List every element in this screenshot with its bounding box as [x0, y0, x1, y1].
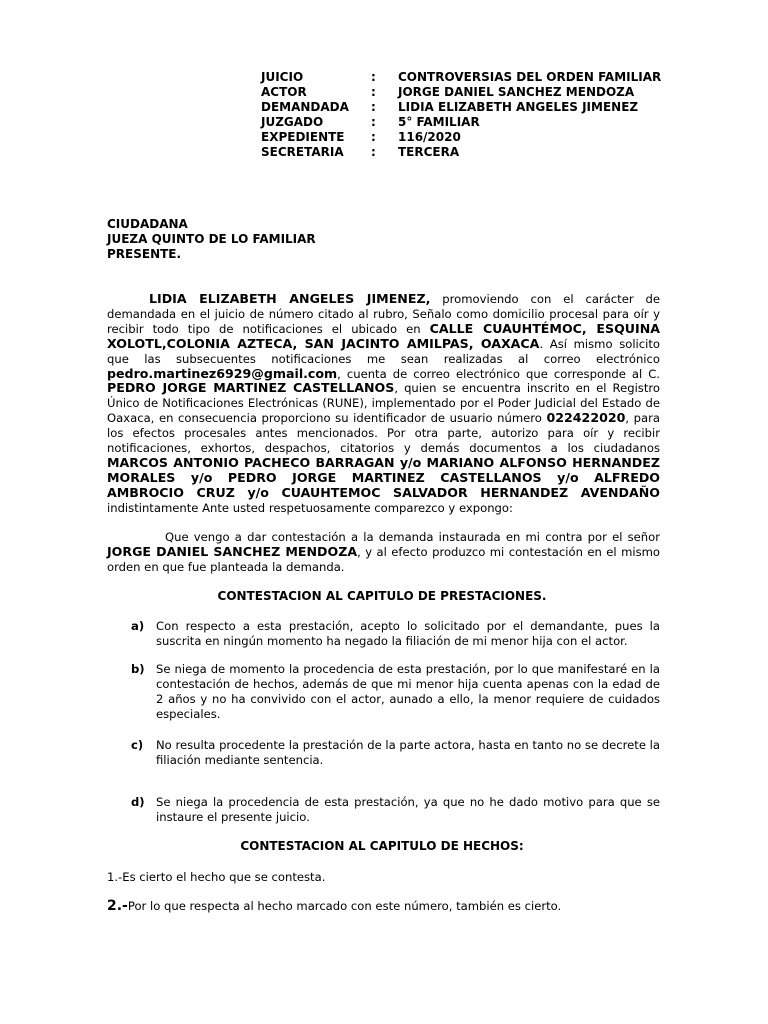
header-key: ACTOR — [261, 85, 307, 99]
addressee-line: JUEZA QUINTO DE LO FAMILIAR — [107, 232, 316, 246]
addressee — [107, 217, 316, 262]
email-address: pedro.martinez6929@gmail.com — [107, 365, 338, 381]
intro-text: , cuenta de correo electrónico que corresponde al C. — [337, 366, 660, 381]
item-label: d) — [131, 795, 145, 809]
hecho-number: 2.- — [107, 898, 128, 914]
header-sep: : — [371, 70, 376, 84]
addressee-line: PRESENTE. — [107, 247, 182, 261]
header-sep: : — [371, 130, 376, 144]
intro-paragraph — [107, 292, 660, 516]
item-text: Se niega de momento la procedencia de esta prestación, por lo que manifestaré en la contestación de hechos, además de que mi menor hija cuenta apenas con la edad de 2 años y no ha convivido con el actor, aunado a ello, la menor requiere de cuidados especiales. — [156, 662, 660, 721]
answer-paragraph — [107, 530, 660, 575]
header-sep: : — [371, 100, 376, 114]
user-id: 022422020 — [546, 410, 626, 426]
item-text: Se niega la procedencia de esta prestación, ya que no he dado motivo para que se instaure el presente juicio. — [156, 795, 660, 824]
header-value: LIDIA ELIZABETH ANGELES JIMENEZ — [398, 100, 639, 114]
hecho-text: Es cierto el hecho que se contesta. — [122, 870, 326, 884]
list-item — [131, 662, 660, 722]
list-item — [131, 795, 660, 825]
header-row — [261, 100, 661, 115]
section-title-prestaciones: CONTESTACION AL CAPITULO DE PRESTACIONES. — [217, 589, 547, 603]
header-value: JORGE DANIEL SANCHEZ MENDOZA — [398, 85, 635, 99]
actor-name: JORGE DANIEL SANCHEZ MENDOZA — [107, 543, 358, 559]
header-sep: : — [371, 85, 376, 99]
authorized-persons: MARCOS ANTONIO PACHECO BARRAGAN y/o MARIANO ALFONSO HERNANDEZ MORALES y/o PEDRO JORGE MARTINEZ CASTELLANOS y/o ALFREDO AMBROCIO CRUZ y/o CUAUHTEMOC SALVADOR HERNANDEZ AVENDAÑO — [107, 454, 660, 500]
addressee-line: CIUDADANA — [107, 217, 188, 231]
hecho-item — [107, 870, 325, 885]
answer-text: Que vengo a dar contestación a la demanda instaurada en mi contra por el señor — [165, 530, 660, 544]
list-item — [131, 619, 660, 649]
hecho-item — [107, 899, 561, 914]
item-label: a) — [131, 619, 145, 633]
header-key: DEMANDADA — [261, 100, 349, 114]
item-label: b) — [131, 662, 145, 676]
header-value: CONTROVERSIAS DEL ORDEN FAMILIAR — [398, 70, 662, 84]
item-text: Con respecto a esta prestación, acepto lo solicitado por el demandante, pues la suscrita en ningún momento ha negado la filiación de mi menor hija con el actor. — [156, 619, 660, 648]
list-item — [131, 738, 660, 768]
procedural-address: CALLE CUAUHTÉMOC, ESQUINA XOLOTL,COLONIA AZTECA, SAN JACINTO AMILPAS, OAXACA — [107, 320, 660, 351]
header-sep: : — [371, 115, 376, 129]
lawyer-name: PEDRO JORGE MARTINEZ CASTELLANOS — [107, 380, 395, 396]
header-key: EXPEDIENTE — [261, 130, 345, 144]
intro-text: . Así mismo solicito que las subsecuentes notificaciones me sean realizadas al correo electrónico — [107, 336, 661, 366]
header-value: TERCERA — [398, 145, 460, 159]
header-row — [261, 85, 661, 100]
case-header — [261, 70, 661, 160]
item-text: No resulta procedente la prestación de la parte actora, hasta en tanto no se decrete la filiación mediante sentencia. — [156, 738, 660, 767]
intro-text: promoviendo con el carácter de demandada en el juicio de número citado al rubro, Señalo como domicilio procesal para oír y recibir todo tipo de notificaciones el ubicado en — [107, 292, 661, 336]
header-key: SECRETARIA — [261, 145, 344, 159]
header-row — [261, 115, 661, 130]
intro-text: , quien se encuentra inscrito en el Registro Único de Notificaciones Electrónicas (RUNE), implementado por el Poder Judicial del Estado de Oaxaca, en consecuencia proporciono su identificador de usuario número — [107, 381, 660, 426]
header-key: JUICIO — [261, 70, 304, 84]
intro-text: indistintamente Ante usted respetuosamente comparezco y expongo: — [107, 500, 513, 515]
header-sep: : — [371, 145, 376, 159]
header-value: 5° FAMILIAR — [398, 115, 480, 129]
header-row — [261, 130, 661, 145]
hecho-number: 1.- — [107, 870, 123, 884]
item-label: c) — [131, 738, 144, 752]
intro-text: , para los efectos procesales antes mencionados. Por otra parte, autorizo para oír y recibir notificaciones, exhortos, despachos, citatorios y demás documentos a los ciudadanos — [107, 411, 660, 456]
hecho-text: Por lo que respecta al hecho marcado con este número, también es cierto. — [127, 899, 562, 913]
header-row — [261, 145, 661, 160]
section-title-hechos: CONTESTACION AL CAPITULO DE HECHOS: — [240, 839, 524, 853]
defendant-name: LIDIA ELIZABETH ANGELES JIMENEZ, — [149, 291, 431, 306]
header-key: JUZGADO — [261, 115, 324, 129]
header-value: 116/2020 — [398, 130, 461, 144]
answer-text: , y al efecto produzco mi contestación en el mismo orden en que fue planteada la demanda. — [107, 544, 661, 574]
header-row — [261, 70, 661, 85]
